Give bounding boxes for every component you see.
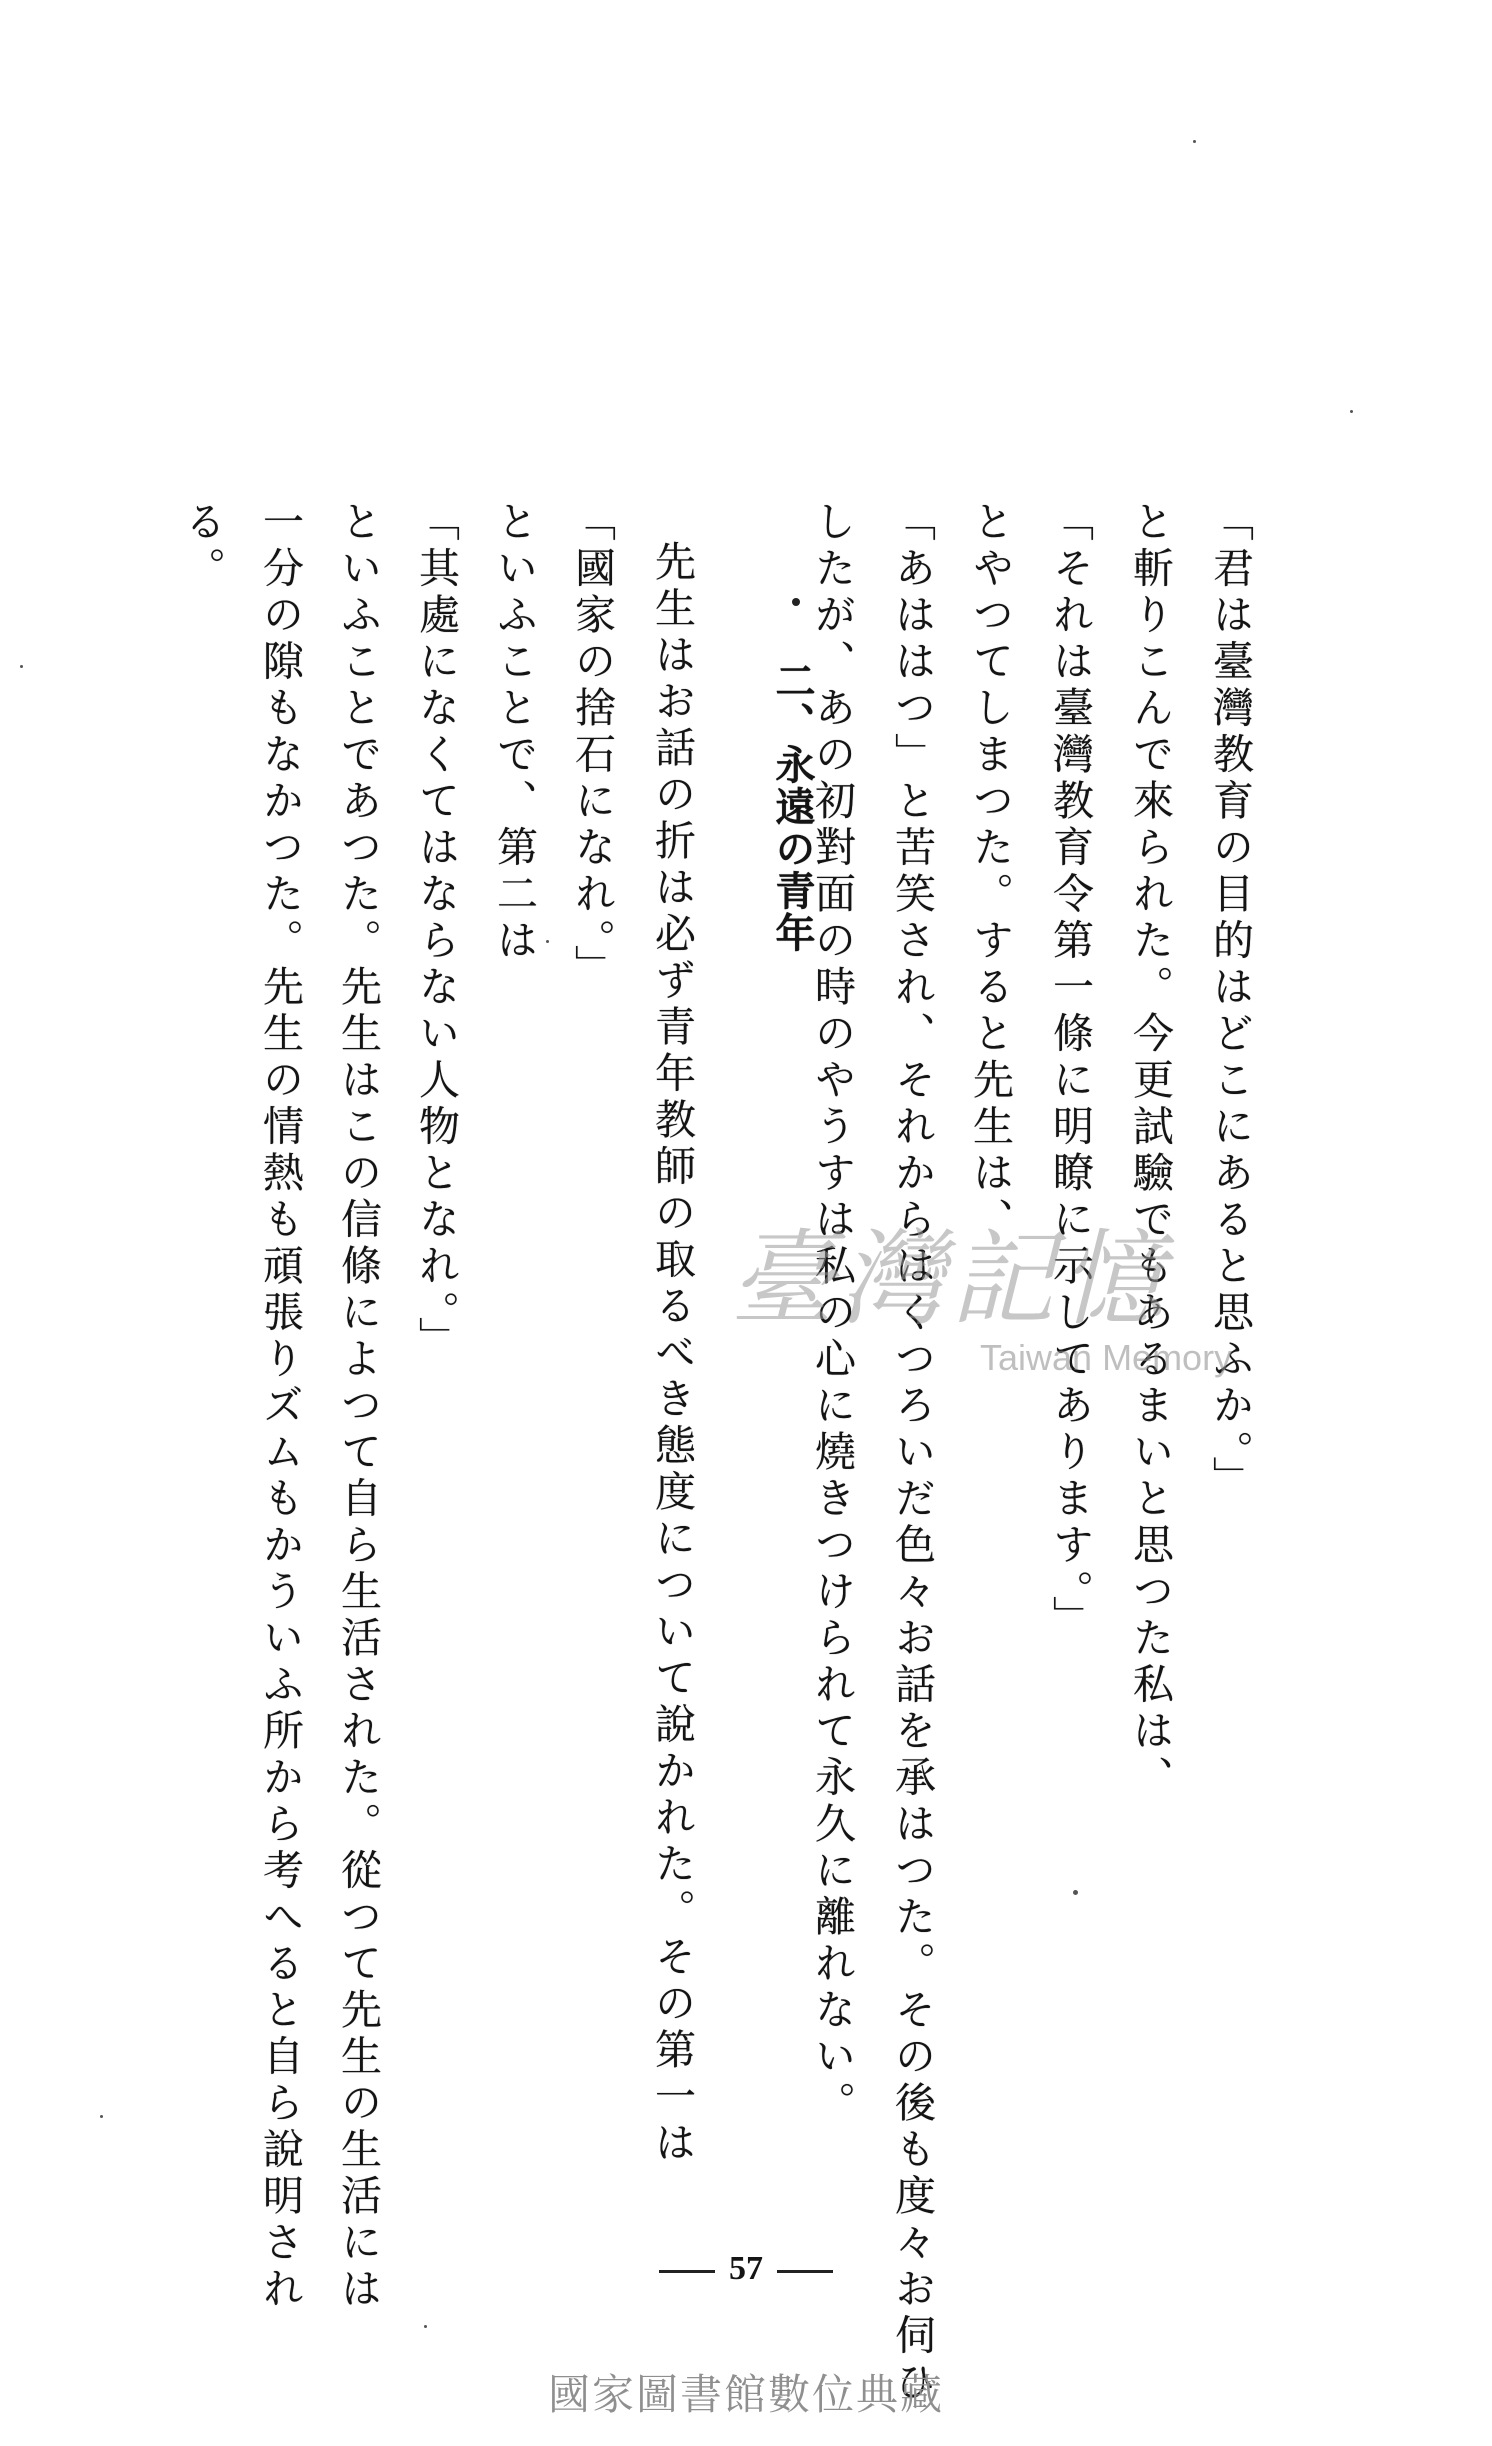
speck (546, 940, 549, 943)
speck (20, 665, 23, 668)
page-number-dash-left (659, 2270, 715, 2273)
text-column-8: 先生はお話の折は必ず青年教師の取るべき態度について說かれた。その第一は (648, 540, 696, 2168)
speck (424, 2325, 427, 2328)
page-number (0, 2250, 1492, 2288)
speck (1350, 410, 1353, 413)
text-column-4: とやつてしまつた。すると先生は、 (966, 500, 1014, 1244)
watermark-english: Taiwan Memory (980, 1337, 1233, 1378)
text-column-3: 「それは臺灣教育令第一條に明瞭に示してあります。」 (1046, 500, 1094, 1642)
text-column-13: 一分の隙もなかつた。先生の情熱も頑張りズムもかういふ所から考へると自ら說明され (256, 500, 304, 2314)
page-number-value: 57 (729, 2250, 763, 2287)
section-heading: 二、永遠の青年 (769, 660, 815, 954)
text-column-9: 「國家の捨石になれ。」 (568, 500, 616, 991)
page-number-dash-right (777, 2270, 833, 2273)
text-column-11: 「其處になくてはならない人物となれ。」 (412, 500, 460, 1363)
text-column-2: と斬りこんで來られた。今更試驗でもあるまいと思つた私は、 (1126, 500, 1174, 1802)
footer-credit: 國家圖書館數位典藏 (547, 2370, 944, 2419)
text-column-12: といふことであつた。先生はこの信條によつて自ら生活された。從つて先生の生活には (334, 500, 382, 2314)
text-column-1: 「君は臺灣教育の目的はどこにあると思ふか。」 (1206, 500, 1254, 1503)
text-column-10: といふことで、第二は (490, 500, 538, 965)
speck (1193, 140, 1196, 143)
heading-bullet (792, 598, 800, 606)
text-column-6: したが、あの初對面の時のやうすは私の心に燒きつけられて永久に離れない。 (808, 500, 856, 2128)
speck (1073, 1890, 1078, 1895)
watermark-chars: 臺灣記憶 (730, 1218, 1171, 1340)
speck (100, 2115, 103, 2118)
watermark-logo (730, 1195, 1250, 1395)
text-column-14: る。 (178, 500, 226, 593)
text-column-5: 「あははつ」と苦笑され、それからはくつろいだ色々お話を承はつた。その後も度々お伺ひ (888, 500, 936, 2407)
